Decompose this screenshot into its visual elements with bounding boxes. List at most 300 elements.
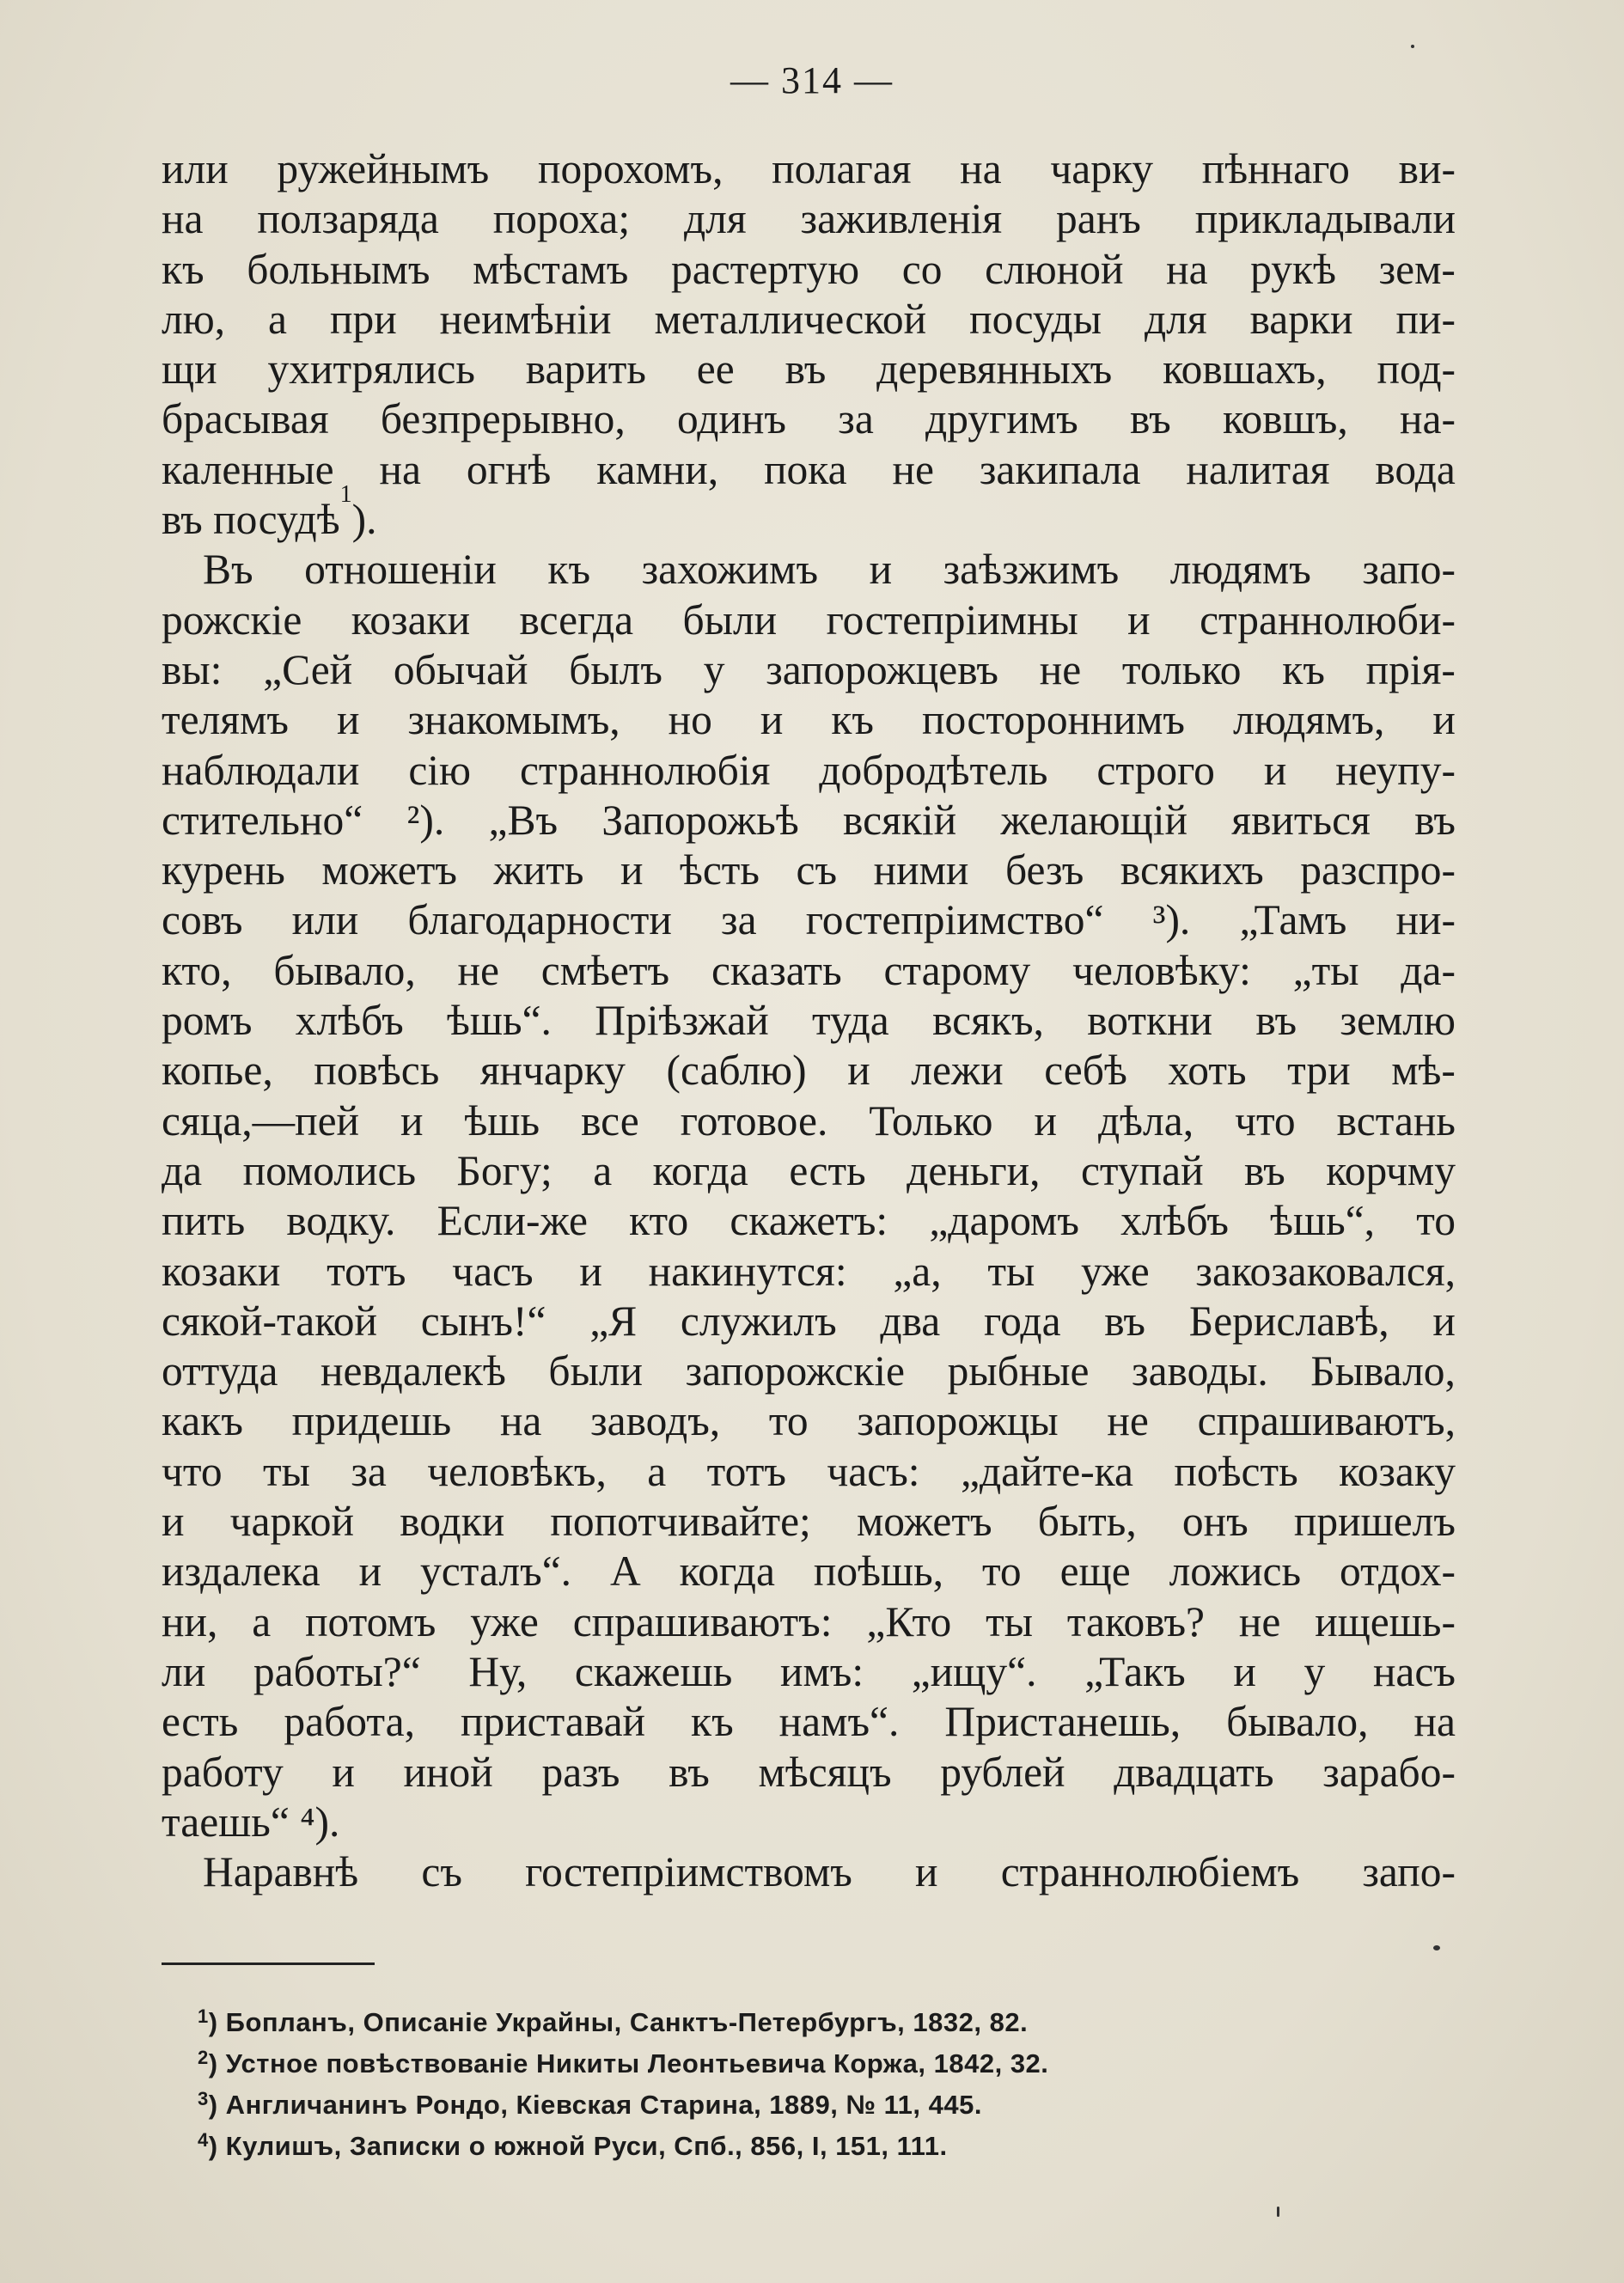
word: благодарности: [407, 896, 672, 944]
text-line: [162, 1346, 1456, 1396]
word: можетъ: [321, 846, 457, 894]
word: и: [620, 846, 644, 894]
word: гостепріимствомъ: [525, 1848, 852, 1896]
line-text-tail: ).: [351, 496, 377, 544]
footnote-number: 1: [198, 2005, 209, 2027]
word: чарку: [1050, 145, 1154, 192]
word: придешь: [291, 1397, 452, 1445]
word: обычай: [393, 645, 528, 693]
word: неимѣніи: [439, 295, 612, 343]
word: есть: [162, 1698, 239, 1746]
word: скажетъ:: [730, 1197, 888, 1245]
word: имъ:: [779, 1647, 864, 1695]
word: полагая: [772, 145, 912, 192]
word: смѣетъ: [540, 946, 670, 994]
word: заводы.: [1132, 1347, 1268, 1395]
footnote: [198, 2085, 1315, 2126]
word: рукѣ: [1250, 245, 1336, 293]
word: въ: [1130, 395, 1171, 443]
word: отношеніи: [304, 546, 497, 594]
word: разспро-: [1300, 846, 1456, 894]
word: „ищу“.: [911, 1647, 1037, 1695]
word: попотчивайте;: [550, 1498, 811, 1546]
footnote-ref: 1: [339, 481, 352, 509]
word: хлѣбъ: [295, 997, 404, 1045]
word: рыбные: [947, 1347, 1090, 1395]
word: въ: [1255, 997, 1297, 1045]
word: на: [379, 445, 421, 493]
word: запорожцевъ: [766, 645, 998, 693]
word: а: [268, 295, 287, 343]
word: корчму: [1326, 1146, 1456, 1194]
word: приставай: [460, 1698, 646, 1746]
word: старому: [883, 946, 1031, 994]
word: пи-: [1395, 295, 1456, 343]
word: все: [581, 1096, 639, 1145]
word: постороннимъ: [921, 696, 1186, 744]
word: можетъ: [856, 1498, 992, 1546]
word: землю: [1340, 997, 1456, 1045]
word: воткни: [1087, 997, 1213, 1045]
word: одинъ: [676, 395, 787, 443]
word: а: [252, 1597, 272, 1645]
word: совъ: [162, 896, 243, 944]
word: Бериславѣ,: [1188, 1297, 1389, 1345]
word: и: [579, 1247, 602, 1295]
text-line: [162, 1547, 1456, 1596]
word: страннолюби-: [1200, 595, 1456, 644]
word: прія-: [1365, 645, 1456, 693]
footnote-text: ) Устное повѣствованіе Никиты Леонтьевича Коржа, 1842, 32.: [208, 2048, 1049, 2079]
word: года: [984, 1297, 1061, 1345]
word: порохомъ,: [537, 145, 723, 192]
word: ѣшь“,: [1270, 1197, 1376, 1245]
word: ковшъ,: [1223, 395, 1348, 443]
word: ни,: [162, 1597, 218, 1645]
word: за: [838, 395, 874, 443]
word: всякій: [843, 796, 957, 844]
word: сію: [408, 746, 472, 794]
text-line: [162, 645, 1456, 695]
word: ты: [986, 1597, 1033, 1645]
line-text: таешь“ ⁴).: [162, 1798, 340, 1846]
word: запо-: [1362, 1848, 1456, 1896]
word: огнѣ: [466, 445, 552, 493]
word: варки: [1249, 295, 1353, 343]
body-text: [162, 144, 1456, 1897]
word: рожскіе: [162, 595, 302, 644]
word: мѣсяцъ: [758, 1748, 892, 1796]
word: въ: [785, 345, 827, 394]
word: къ: [831, 696, 874, 744]
word: ковшахъ,: [1163, 345, 1327, 394]
word: лежи: [911, 1047, 1004, 1095]
word: А: [609, 1547, 641, 1596]
word: въ: [1244, 1146, 1285, 1194]
word: не: [457, 946, 499, 994]
word: слюной: [985, 245, 1124, 293]
word: хлѣбъ: [1120, 1197, 1229, 1245]
word: оттуда: [162, 1347, 278, 1395]
word: зем-: [1378, 245, 1456, 293]
text-line: [162, 1697, 1456, 1747]
text-line: [162, 545, 1456, 595]
word: Если-же: [437, 1197, 588, 1245]
word: на: [960, 145, 1002, 192]
word: часъ: [452, 1247, 534, 1295]
word: „даромъ: [929, 1197, 1079, 1245]
word: лю,: [162, 295, 226, 343]
word: къ: [547, 546, 591, 594]
scan-speck: [1411, 45, 1414, 48]
scan-speck: [1433, 1945, 1440, 1950]
word: и: [915, 1848, 938, 1896]
word: были: [682, 595, 778, 644]
word: намъ“.: [778, 1698, 900, 1746]
word: каленные: [162, 445, 334, 493]
word: ружейнымъ: [277, 145, 490, 192]
word: быть,: [1037, 1498, 1137, 1546]
word: не: [892, 445, 934, 493]
word: туда: [812, 997, 889, 1045]
footnote-number: 4: [198, 2129, 209, 2151]
word: явиться: [1231, 796, 1371, 844]
word: желающій: [1000, 796, 1187, 844]
word: тотъ: [706, 1447, 786, 1495]
word: бывало,: [273, 946, 416, 994]
text-line: [162, 1096, 1456, 1146]
word: не: [1238, 1597, 1281, 1645]
line-text: въ посудѣ: [162, 496, 340, 544]
word: и: [869, 546, 893, 594]
word: но: [668, 696, 712, 744]
word: ²).: [406, 796, 445, 844]
word: два: [880, 1297, 941, 1345]
word: закозаковался,: [1195, 1247, 1456, 1295]
word: съ: [421, 1848, 462, 1896]
word: телямъ: [162, 696, 289, 744]
word: пѣннаго: [1201, 145, 1350, 192]
word: ранъ: [1056, 195, 1141, 243]
word: Ну,: [468, 1647, 528, 1695]
word: а: [647, 1447, 667, 1495]
word: рублей: [940, 1748, 1065, 1796]
word: и: [332, 1748, 355, 1796]
word: поѣшь,: [813, 1547, 944, 1596]
word: въ: [1104, 1297, 1146, 1345]
text-line: [162, 1247, 1456, 1297]
word: неупу-: [1335, 746, 1456, 794]
word: человѣкъ,: [427, 1447, 607, 1495]
word: былъ: [569, 645, 662, 693]
word: мѣ-: [1391, 1047, 1456, 1095]
word: поѣсть: [1174, 1447, 1298, 1495]
text-line: [162, 1748, 1456, 1798]
word: бывало,: [1226, 1698, 1369, 1746]
word: то: [1416, 1197, 1456, 1245]
word: ви-: [1398, 145, 1456, 192]
word: три: [1287, 1047, 1351, 1095]
text-line: [162, 1647, 1456, 1697]
text-line: [162, 1597, 1456, 1647]
word: „Тамъ: [1239, 896, 1347, 944]
word: копье,: [162, 1047, 273, 1095]
text-line: [162, 595, 1456, 645]
word: ты: [987, 1247, 1035, 1295]
word: „Кто: [866, 1597, 952, 1645]
word: налитая: [1186, 445, 1330, 493]
word: ползаряда: [257, 195, 439, 243]
word: мѣстамъ: [473, 245, 629, 293]
word: таковъ?: [1066, 1597, 1206, 1645]
word: усталъ“.: [420, 1547, 572, 1596]
word: да: [162, 1146, 203, 1194]
word: были: [548, 1347, 644, 1395]
text-line: [162, 445, 1456, 495]
word: какъ: [162, 1397, 243, 1445]
word: вода: [1375, 445, 1456, 493]
text-line: [162, 845, 1456, 895]
word: Пристанешь,: [944, 1698, 1181, 1746]
word: ѣшь: [464, 1096, 540, 1145]
word: ромъ: [162, 997, 253, 1045]
word: то: [768, 1397, 809, 1445]
footnote-text: ) Бопланъ, Описаніе Украйны, Санктъ-Петербургъ, 1832, 82.: [208, 2007, 1029, 2037]
word: гостепріимны: [826, 595, 1078, 644]
word: и: [1263, 746, 1287, 794]
word: пока: [764, 445, 847, 493]
text-line: [162, 1297, 1456, 1346]
word: (саблю): [666, 1047, 807, 1095]
word: и: [336, 696, 360, 744]
word: что: [1235, 1096, 1296, 1145]
word: и: [1127, 595, 1151, 644]
word: двадцать: [1114, 1748, 1274, 1796]
word: курень: [162, 846, 285, 894]
word: работы?“: [253, 1647, 421, 1695]
word: часъ:: [827, 1447, 920, 1495]
text-line: [162, 1497, 1456, 1547]
text-line: [162, 144, 1456, 194]
word: всякъ,: [932, 997, 1044, 1045]
word: хоть: [1168, 1047, 1247, 1095]
word: козаки: [351, 595, 471, 644]
word: щи: [162, 345, 217, 394]
word: заживленія: [800, 195, 1003, 243]
text-line: [162, 245, 1456, 295]
word: сяца,—пей: [162, 1096, 360, 1145]
word: со: [901, 245, 943, 293]
word: въ: [1414, 796, 1456, 844]
word: ѣсть: [679, 846, 760, 894]
word: только: [1121, 645, 1242, 693]
word: за: [721, 896, 757, 944]
footnote: [198, 2002, 1315, 2043]
text-line: [162, 1847, 1456, 1897]
word: уже: [1081, 1247, 1150, 1295]
word: водку.: [286, 1197, 396, 1245]
word: тотъ: [327, 1247, 406, 1295]
word: „а,: [893, 1247, 942, 1295]
scan-speck: [1277, 2207, 1279, 2217]
word: жить: [493, 846, 584, 894]
word: ты: [263, 1447, 310, 1495]
word: наблюдали: [162, 746, 360, 794]
word: козаки: [162, 1247, 281, 1295]
word: для: [683, 195, 747, 243]
word: всегда: [519, 595, 634, 644]
word: невдалекѣ: [321, 1347, 506, 1395]
text-line: [162, 895, 1456, 945]
word: и: [162, 1498, 185, 1546]
word: „Въ: [488, 796, 559, 844]
word: Пріѣзжай: [595, 997, 769, 1045]
word: и: [400, 1096, 424, 1145]
word: и: [1233, 1647, 1256, 1695]
word: съ: [796, 846, 838, 894]
word: Въ: [203, 546, 253, 594]
word: безпрерывно,: [380, 395, 626, 443]
text-line: [162, 746, 1456, 796]
text-line: [162, 481, 1456, 545]
word: страннолюбія: [519, 746, 771, 794]
word: за: [351, 1447, 387, 1495]
word: не: [1039, 645, 1082, 693]
word: ³).: [1152, 896, 1191, 944]
word: онъ: [1181, 1498, 1249, 1546]
word: на: [499, 1397, 542, 1445]
word: уже: [470, 1597, 539, 1645]
word: ними: [873, 846, 969, 894]
word: захожимъ: [641, 546, 819, 594]
text-line: [162, 1447, 1456, 1497]
text-line: [162, 295, 1456, 345]
word: у: [1303, 1647, 1326, 1695]
word: растертую: [671, 245, 860, 293]
word: ложись: [1169, 1547, 1302, 1596]
text-line: [162, 1798, 1456, 1847]
footnote-separator: [162, 1963, 375, 1965]
word: „ты: [1292, 946, 1359, 994]
word: готовое.: [680, 1096, 828, 1145]
word: къ: [1282, 645, 1325, 693]
word: на: [1166, 245, 1208, 293]
word: сякой-такой: [162, 1297, 377, 1345]
word: и: [847, 1047, 870, 1095]
word: потомъ: [305, 1597, 437, 1645]
word: къ: [162, 245, 205, 293]
word: брасывая: [162, 395, 329, 443]
word: не: [1107, 1397, 1149, 1445]
word: пить: [162, 1197, 246, 1245]
word: пришелъ: [1293, 1498, 1456, 1546]
word: сказать: [711, 946, 842, 994]
word: заѣзжимъ: [943, 546, 1120, 594]
word: строго: [1096, 746, 1215, 794]
word: всякихъ: [1120, 846, 1264, 894]
word: вы:: [162, 645, 223, 693]
text-line: [162, 1396, 1456, 1446]
word: запо-: [1362, 546, 1456, 594]
word: прикладывали: [1194, 195, 1456, 243]
word: накинутся:: [648, 1247, 847, 1295]
word: на: [1413, 1698, 1456, 1746]
word: металлической: [654, 295, 927, 343]
word: ѣшь“.: [447, 997, 552, 1045]
word: и: [1432, 696, 1456, 744]
footnote-number: 3: [198, 2088, 209, 2109]
word: Наравнѣ: [203, 1848, 359, 1896]
text-line: [162, 996, 1456, 1046]
word: встань: [1336, 1096, 1456, 1145]
word: скажешь: [574, 1647, 733, 1695]
word: под-: [1377, 345, 1456, 394]
word: работа,: [284, 1698, 415, 1746]
word: ее: [696, 345, 735, 394]
word: и: [760, 696, 784, 744]
word: да-: [1401, 946, 1456, 994]
word: „Я: [589, 1297, 638, 1345]
text-line: [162, 394, 1456, 444]
word: работу: [162, 1748, 284, 1796]
word: кто,: [162, 946, 232, 994]
word: гостепріимство“: [805, 896, 1104, 944]
word: и: [1432, 1297, 1456, 1345]
word: что: [162, 1447, 223, 1495]
word: или: [162, 145, 229, 192]
word: и: [358, 1547, 382, 1596]
footnote: [198, 2126, 1315, 2167]
word: отдох-: [1339, 1547, 1456, 1596]
word: заводъ,: [590, 1397, 721, 1445]
word: ни-: [1395, 896, 1456, 944]
footnote: [198, 2043, 1315, 2085]
word: для: [1144, 295, 1207, 343]
word: „дайте-ка: [960, 1447, 1133, 1495]
word: зарабо-: [1322, 1748, 1456, 1796]
word: Богу;: [456, 1146, 553, 1194]
word: закипала: [979, 445, 1141, 493]
word: „Такъ: [1084, 1647, 1186, 1695]
footnote-text: ) Англичанинъ Рондо, Кіевская Старина, 1889, № 11, 445.: [208, 2090, 982, 2120]
word: или: [291, 896, 359, 944]
text-line: [162, 796, 1456, 845]
word: и: [1034, 1096, 1057, 1145]
text-line: [162, 695, 1456, 745]
word: Только: [869, 1096, 993, 1145]
word: иной: [403, 1748, 493, 1796]
word: больнымъ: [247, 245, 430, 293]
word: посуды: [969, 295, 1102, 343]
word: другимъ: [925, 395, 1078, 443]
word: людямъ: [1169, 546, 1311, 594]
word: Запорожьѣ: [601, 796, 799, 844]
word: насъ: [1372, 1647, 1456, 1695]
word: знакомымъ,: [407, 696, 620, 744]
word: варить: [525, 345, 646, 394]
word: спрашиваютъ,: [1197, 1397, 1456, 1445]
word: ли: [162, 1647, 206, 1695]
word: ступай: [1080, 1146, 1204, 1194]
word: спрашиваютъ:: [572, 1597, 833, 1645]
word: при: [329, 295, 397, 343]
text-line: [162, 1046, 1456, 1096]
word: человѣку:: [1072, 946, 1251, 994]
word: то: [981, 1547, 1022, 1596]
word: когда: [652, 1146, 748, 1194]
word: издалека: [162, 1547, 321, 1596]
word: на-: [1399, 395, 1456, 443]
